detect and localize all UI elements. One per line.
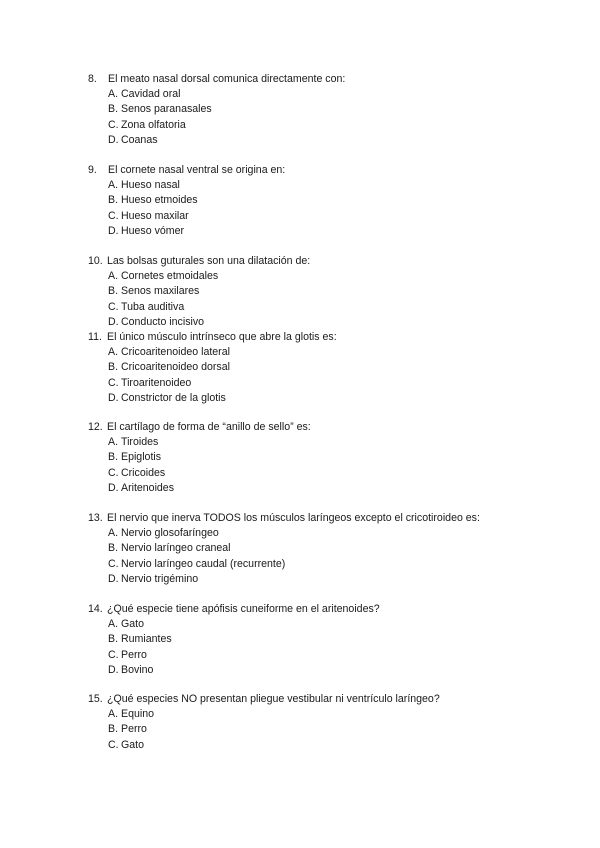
option-letter: B. xyxy=(108,542,119,555)
question-11 xyxy=(88,330,558,406)
option-d xyxy=(88,224,558,239)
option-text: Coanas xyxy=(121,133,158,146)
question-number: 8. xyxy=(88,73,97,85)
question-stem xyxy=(88,420,558,435)
option-letter: C. xyxy=(108,738,119,751)
option-c xyxy=(88,209,558,224)
option-letter: B. xyxy=(108,103,119,116)
option-c xyxy=(88,466,558,481)
option-a xyxy=(88,178,558,193)
option-letter: C. xyxy=(108,209,119,222)
option-text: Nervio glosofaríngeo xyxy=(121,527,219,540)
question-stem xyxy=(88,254,558,269)
option-d xyxy=(88,481,558,496)
option-letter: A. xyxy=(108,708,119,721)
question-stem xyxy=(88,72,558,87)
option-text: Hueso etmoides xyxy=(121,194,198,207)
option-text: Epiglotis xyxy=(121,451,162,464)
option-text: Conducto incisivo xyxy=(121,315,205,328)
option-d xyxy=(88,663,558,678)
option-text: Nervio trigémino xyxy=(121,572,199,585)
option-letter: D. xyxy=(108,572,119,585)
question-number: 9. xyxy=(88,164,97,176)
question-stem xyxy=(88,330,558,345)
option-c xyxy=(88,118,558,133)
question-number: 11. xyxy=(88,331,102,343)
option-letter: A. xyxy=(108,436,119,449)
option-text: Tiroaritenoideo xyxy=(121,376,192,389)
option-a xyxy=(88,526,558,541)
option-letter: C. xyxy=(108,118,119,131)
option-c xyxy=(88,376,558,391)
option-letter: D. xyxy=(108,315,119,328)
option-d xyxy=(88,315,558,330)
option-text: Cavidad oral xyxy=(121,88,181,101)
option-text: Gato xyxy=(121,618,144,631)
option-b xyxy=(88,722,558,737)
option-text: Nervio laríngeo craneal xyxy=(121,542,231,555)
question-number: 13. xyxy=(88,512,103,524)
option-letter: A. xyxy=(108,618,119,631)
option-text: Rumiantes xyxy=(121,633,172,646)
option-text: Equino xyxy=(121,708,154,721)
option-letter: B. xyxy=(108,361,119,374)
option-letter: A. xyxy=(108,346,119,359)
option-c xyxy=(88,648,558,663)
option-c xyxy=(88,557,558,572)
question-text: El cartílago de forma de “anillo de sello” es: xyxy=(107,421,311,433)
option-a xyxy=(88,87,558,102)
option-text: Nervio laríngeo caudal (recurrente) xyxy=(121,557,286,570)
option-letter: C. xyxy=(108,557,119,570)
option-b xyxy=(88,102,558,117)
option-a xyxy=(88,617,558,632)
option-letter: D. xyxy=(108,481,119,494)
option-letter: B. xyxy=(108,194,119,207)
option-b xyxy=(88,284,558,299)
option-c xyxy=(88,300,558,315)
option-a xyxy=(88,345,558,360)
option-text: Senos maxilares xyxy=(121,285,200,298)
option-b xyxy=(88,541,558,556)
question-text: ¿Qué especies NO presentan pliegue vestibular ni ventrículo laríngeo? xyxy=(107,693,440,705)
option-letter: C. xyxy=(108,376,119,389)
option-text: Hueso maxilar xyxy=(121,209,189,222)
option-b xyxy=(88,360,558,375)
question-10 xyxy=(88,254,558,330)
option-letter: C. xyxy=(108,466,119,479)
question-stem xyxy=(88,692,558,707)
question-stem xyxy=(88,602,558,617)
option-b xyxy=(88,632,558,647)
option-text: Senos paranasales xyxy=(121,103,212,116)
option-b xyxy=(88,450,558,465)
question-text: El nervio que inerva TODOS los músculos laríngeos excepto el cricotiroideo es: xyxy=(107,512,480,524)
question-9 xyxy=(88,163,558,239)
question-number: 12. xyxy=(88,421,103,433)
option-a xyxy=(88,435,558,450)
option-letter: A. xyxy=(108,88,119,101)
option-letter: C. xyxy=(108,300,119,313)
option-letter: D. xyxy=(108,133,119,146)
question-14 xyxy=(88,602,558,678)
option-text: Tiroides xyxy=(121,436,159,449)
question-number: 14. xyxy=(88,603,103,615)
option-letter: B. xyxy=(108,723,119,736)
option-letter: C. xyxy=(108,648,119,661)
option-text: Hueso vómer xyxy=(121,224,184,237)
question-15 xyxy=(88,692,558,753)
option-d xyxy=(88,572,558,587)
question-13 xyxy=(88,511,558,587)
option-d xyxy=(88,391,558,406)
option-text: Cricoaritenoideo dorsal xyxy=(121,361,230,374)
option-text: Perro xyxy=(121,723,147,736)
option-text: Hueso nasal xyxy=(121,179,180,192)
option-text: Bovino xyxy=(121,663,154,676)
option-letter: B. xyxy=(108,285,119,298)
option-letter: A. xyxy=(108,179,119,192)
option-text: Cricoaritenoideo lateral xyxy=(121,346,230,359)
option-text: Cricoides xyxy=(121,466,166,479)
option-text: Tuba auditiva xyxy=(121,300,185,313)
question-number: 10. xyxy=(88,255,103,267)
option-letter: B. xyxy=(108,451,119,464)
option-text: Aritenoides xyxy=(121,481,174,494)
question-12 xyxy=(88,420,558,496)
option-text: Constrictor de la glotis xyxy=(121,391,226,404)
option-letter: B. xyxy=(108,633,119,646)
option-c xyxy=(88,738,558,753)
option-d xyxy=(88,133,558,148)
option-letter: D. xyxy=(108,391,119,404)
option-letter: A. xyxy=(108,270,119,283)
question-text: El meato nasal dorsal comunica directamente con: xyxy=(108,73,346,85)
option-text: Cornetes etmoidales xyxy=(121,270,219,283)
question-stem xyxy=(88,511,558,526)
option-letter: A. xyxy=(108,527,119,540)
question-8 xyxy=(88,72,558,148)
option-a xyxy=(88,269,558,284)
option-text: Perro xyxy=(121,648,147,661)
question-number: 15. xyxy=(88,693,103,705)
option-letter: D. xyxy=(108,224,119,237)
option-letter: D. xyxy=(108,663,119,676)
question-stem xyxy=(88,163,558,178)
option-text: Zona olfatoria xyxy=(121,118,186,131)
question-text: Las bolsas guturales son una dilatación de: xyxy=(107,255,311,267)
question-text: ¿Qué especie tiene apófisis cuneiforme en el aritenoides? xyxy=(107,603,380,615)
option-b xyxy=(88,193,558,208)
option-text: Gato xyxy=(121,738,144,751)
question-text: El cornete nasal ventral se origina en: xyxy=(108,164,286,176)
option-a xyxy=(88,707,558,722)
question-text: El único músculo intrínseco que abre la glotis es: xyxy=(107,331,337,343)
